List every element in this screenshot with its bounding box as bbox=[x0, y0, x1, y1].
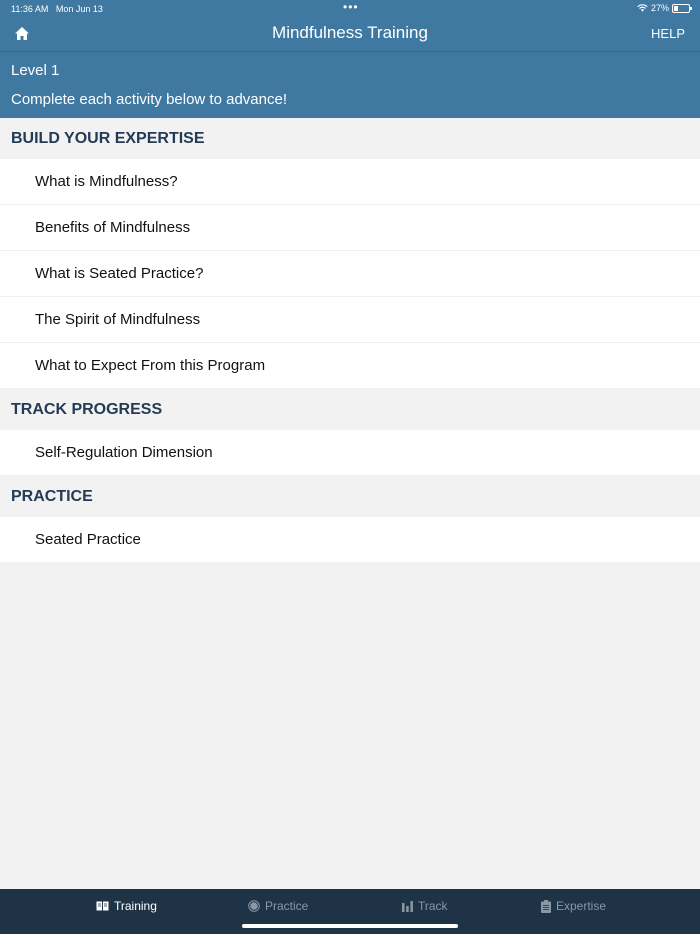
tab-track[interactable] bbox=[402, 899, 448, 913]
tab-expertise[interactable] bbox=[541, 899, 606, 913]
circle-icon bbox=[248, 900, 260, 912]
wifi-icon bbox=[637, 4, 648, 12]
tab-expertise-label: Expertise bbox=[556, 899, 607, 913]
battery-percent: 27% bbox=[650, 3, 669, 13]
page-title: Mindfulness Training bbox=[272, 23, 428, 42]
list-item-seated-practice[interactable]: Seated Practice bbox=[0, 517, 700, 563]
app-header bbox=[0, 0, 700, 118]
list-item-self-regulation[interactable]: Self-Regulation Dimension bbox=[0, 430, 700, 476]
section-header-practice: PRACTICE bbox=[0, 476, 700, 517]
home-indicator[interactable] bbox=[242, 924, 458, 928]
clipboard-icon bbox=[541, 900, 551, 913]
book-icon bbox=[96, 901, 109, 911]
list-item-benefits-of-mindfulness[interactable]: Benefits of Mindfulness bbox=[0, 205, 700, 251]
nav-bar bbox=[0, 18, 700, 51]
level-label: Level 1 bbox=[11, 62, 60, 79]
help-button[interactable]: HELP bbox=[651, 26, 685, 41]
list-item-spirit-of-mindfulness[interactable]: The Spirit of Mindfulness bbox=[0, 297, 700, 343]
instructions-text: Complete each activity below to advance! bbox=[11, 91, 287, 108]
section-header-track-progress: TRACK PROGRESS bbox=[0, 389, 700, 430]
status-bar bbox=[0, 0, 700, 18]
activity-list bbox=[0, 118, 700, 563]
list-item-what-is-mindfulness[interactable]: What is Mindfulness? bbox=[0, 159, 700, 205]
tab-practice-label: Practice bbox=[265, 899, 309, 913]
tab-track-label: Track bbox=[418, 899, 448, 913]
list-item-what-is-seated-practice[interactable]: What is Seated Practice? bbox=[0, 251, 700, 297]
multitasking-dots[interactable]: ••• bbox=[343, 0, 359, 14]
tab-practice[interactable] bbox=[248, 899, 308, 913]
list-item-what-to-expect[interactable]: What to Expect From this Program bbox=[0, 343, 700, 389]
header-divider bbox=[0, 51, 700, 52]
tab-training-label: Training bbox=[114, 899, 157, 913]
status-right bbox=[637, 3, 690, 13]
section-header-build-expertise: BUILD YOUR EXPERTISE bbox=[0, 118, 700, 159]
tab-training[interactable] bbox=[96, 899, 157, 913]
bar-chart-icon bbox=[402, 901, 413, 912]
battery-icon bbox=[672, 4, 690, 13]
status-time: 11:36 AM Mon Jun 13 bbox=[11, 4, 103, 14]
